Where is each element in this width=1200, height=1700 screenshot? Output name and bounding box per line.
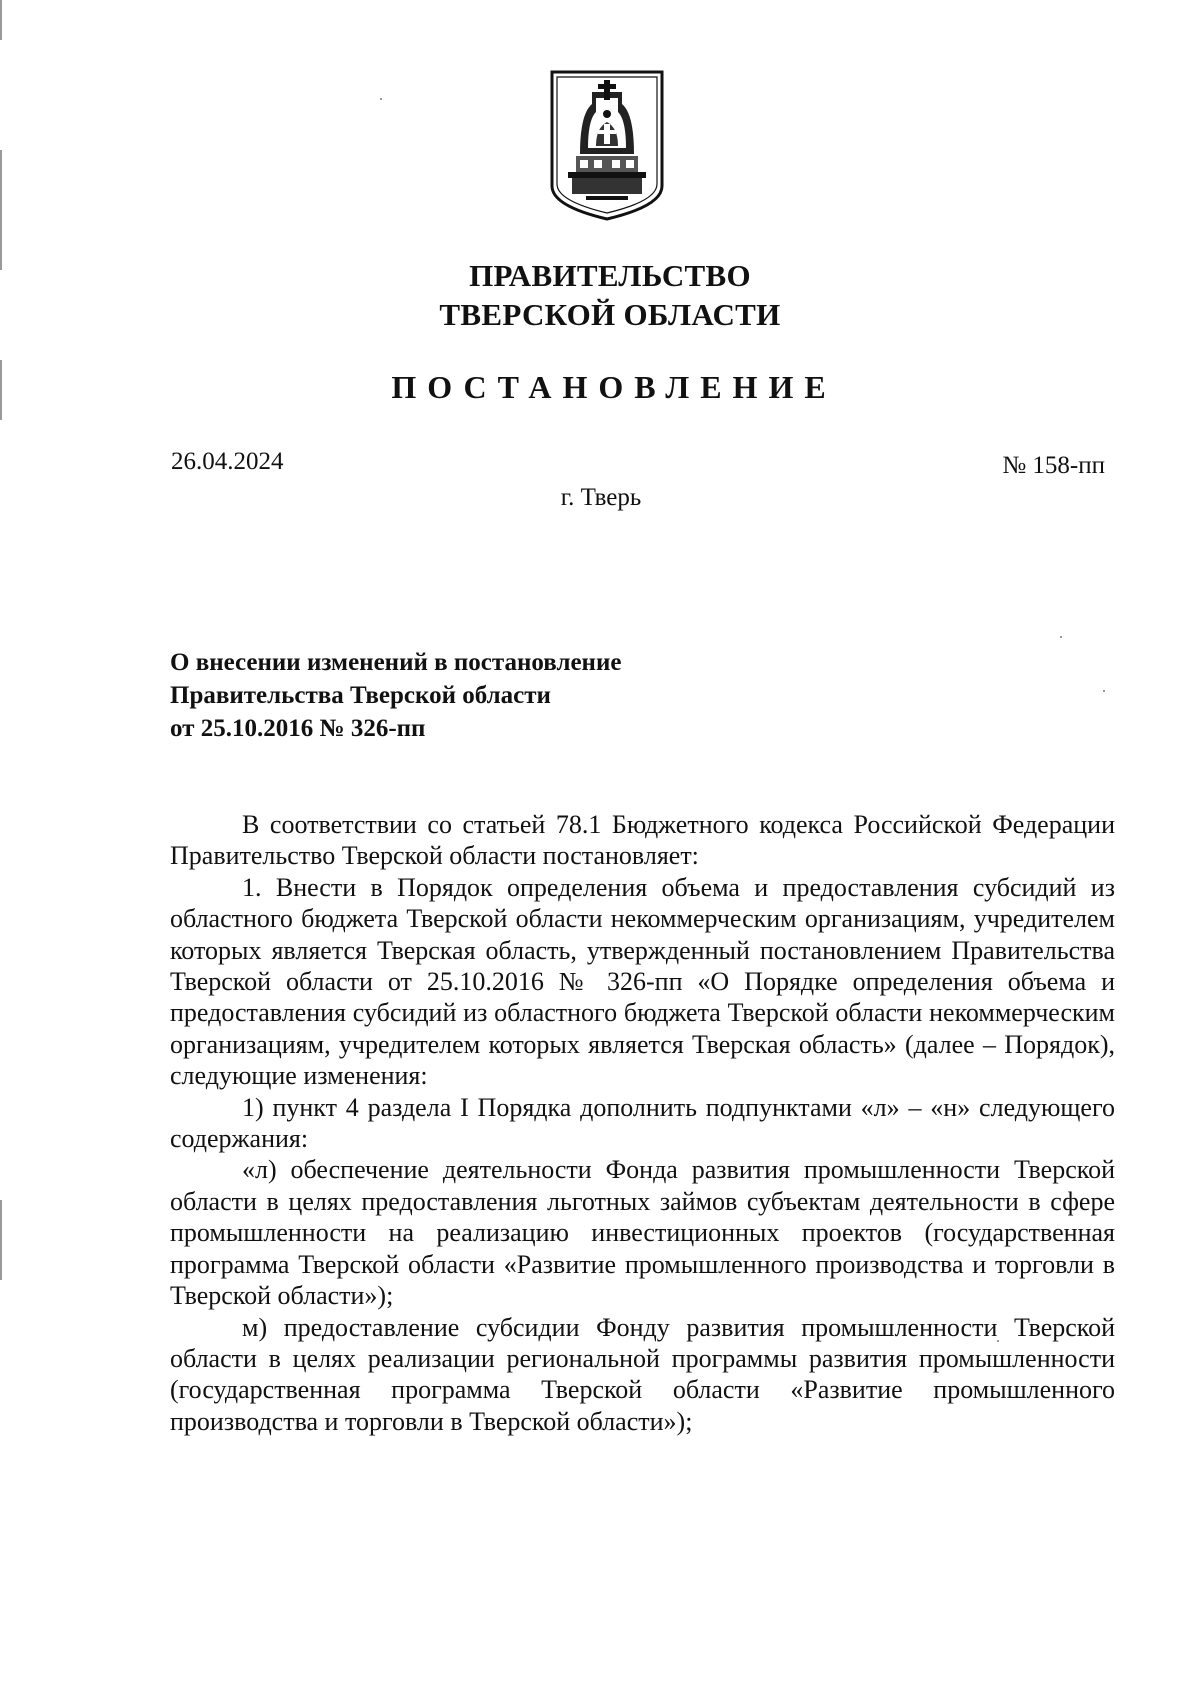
body-paragraph-subitem-m: м) предоставление субсидии Фонду развития промышленности Тверской области в целях реализации региональной программы развития промышленности (государственная программа Тверской области «Развитие промышленного производства и торговли в Тверской области»); [170, 1312, 1115, 1436]
scan-speck [380, 98, 382, 100]
document-type-title: ПОСТАНОВЛЕНИЕ [391, 369, 837, 405]
scan-edge-mark [0, 150, 2, 270]
document-number: № 158-пп [1002, 452, 1105, 479]
document-city: г. Тверь [560, 484, 642, 511]
tver-coat-of-arms-icon [546, 68, 668, 222]
document-date: 26.04.2024 [171, 448, 284, 475]
document-body [170, 809, 1115, 1437]
organization-name-line-2: ТВЕРСКОЙ ОБЛАСТИ [439, 297, 781, 332]
document-subject [170, 646, 890, 745]
organization-name-line-1: ПРАВИТЕЛЬСТВО [469, 258, 751, 293]
scan-edge-mark [0, 0, 2, 40]
body-paragraph-subitem-1: 1) пункт 4 раздела I Порядка дополнить подпунктами «л» – «н» следующего содержания: [170, 1092, 1115, 1154]
body-paragraph-item-1: 1. Внести в Порядок определения объема и предоставления субсидий из областного бюджета Тверской области некоммерческим организациям, учредителем которых является Тверская область, утвержденный постановлением Правительства Тверской области от 25.10.2016 № 326-пп «О Порядке определения объема и предоставления субсидий из областного бюджета Тверской области некоммерческим организациям, учредителем которых является Тверская область» (далее – Порядок), следующие изменения: [170, 872, 1115, 1091]
scan-edge-mark [0, 1200, 2, 1280]
scan-speck [1103, 690, 1105, 692]
body-paragraph-subitem-l: «л) обеспечение деятельности Фонда развития промышленности Тверской области в целях предоставления льготных займов субъектам деятельности в сфере промышленности на реализацию инвестиционных проектов (государственная программа Тверской области «Развитие промышленного производства и торговли в Тверской области»); [170, 1155, 1115, 1311]
subject-line: Правительства Тверской области [170, 682, 551, 709]
scan-speck [1060, 636, 1062, 638]
subject-line: О внесении изменений в постановление [170, 649, 622, 676]
body-paragraph-preamble: В соответствии со статьей 78.1 Бюджетного кодекса Российской Федерации Правительство Тверской области постановляет: [170, 810, 1115, 871]
subject-line: от 25.10.2016 № 326-пп [170, 715, 426, 742]
